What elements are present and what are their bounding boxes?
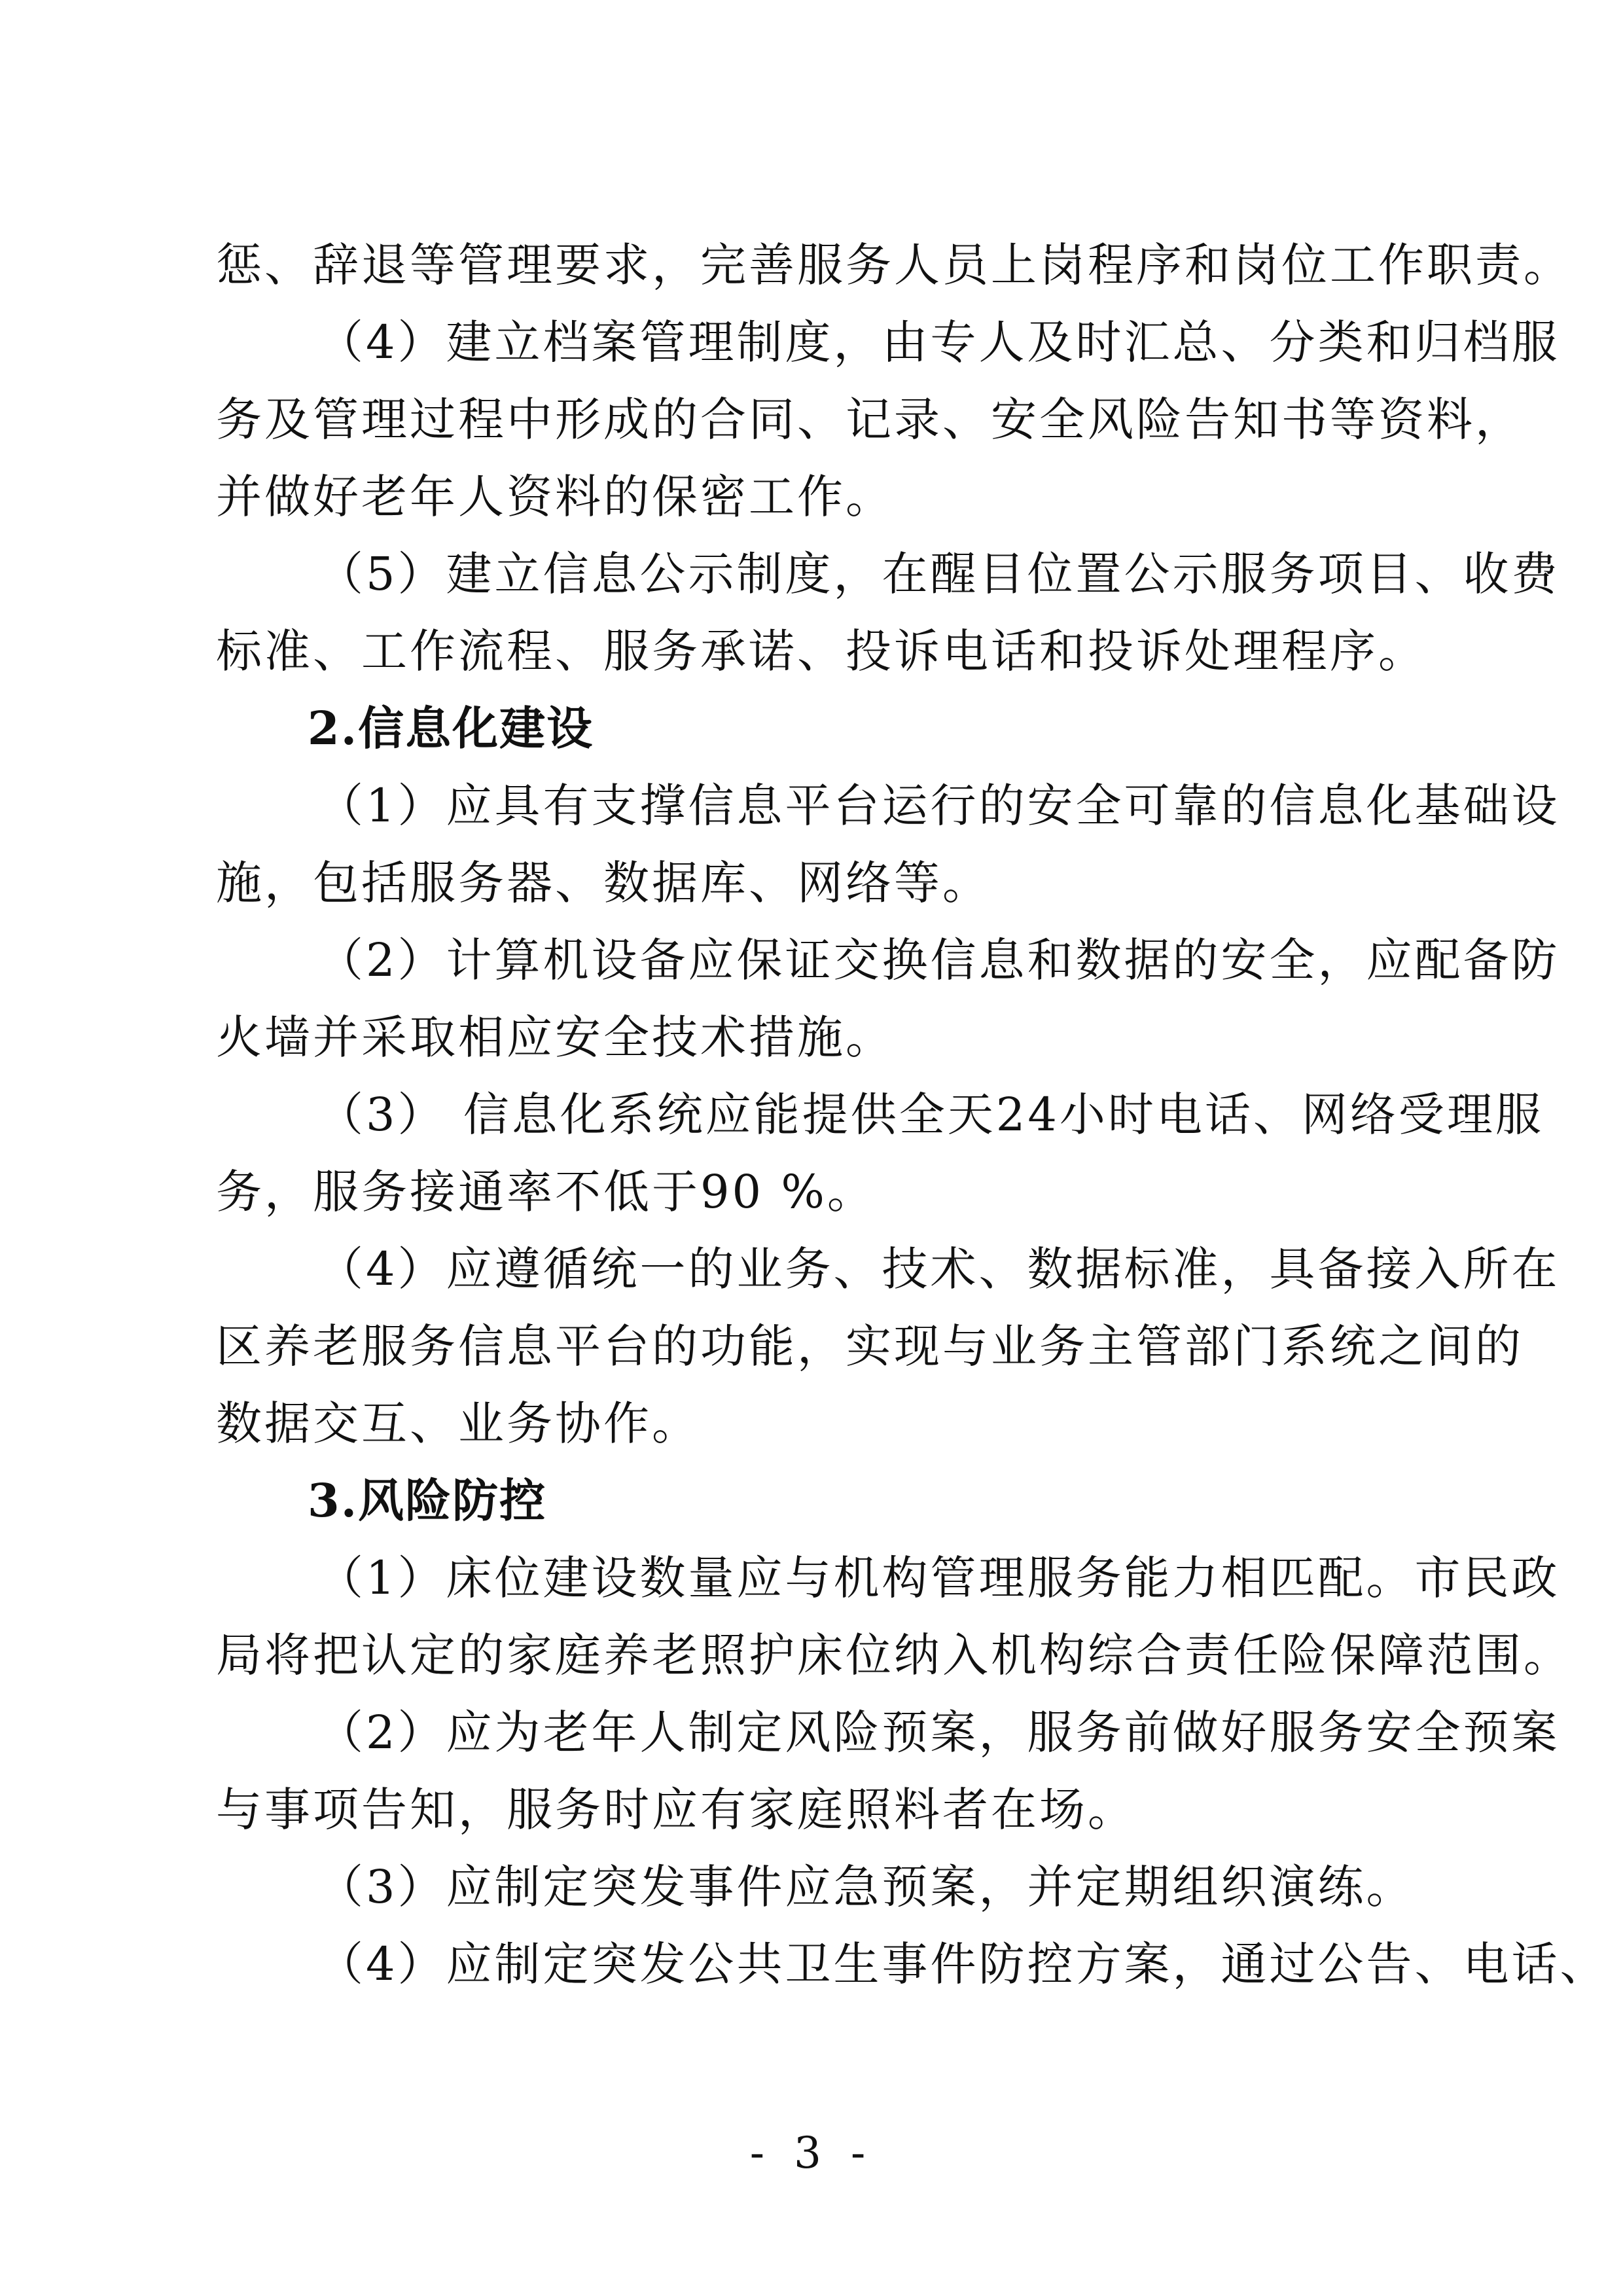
body-text-line: 标准、工作流程、服务承诺、投诉电话和投诉处理程序。 bbox=[216, 624, 1427, 678]
section-heading: 3.风险防控 bbox=[308, 1473, 547, 1528]
body-text-line: 区养老服务信息平台的功能，实现与业务主管部门系统之间的 bbox=[216, 1319, 1524, 1373]
body-text-line: 局将把认定的家庭养老照护床位纳入机构综合责任险保障范围。 bbox=[216, 1628, 1572, 1682]
body-text-line: （2）计算机设备应保证交换信息和数据的安全，应配备防 bbox=[317, 933, 1560, 987]
body-text-line: （2）应为老年人制定风险预案，服务前做好服务安全预案 bbox=[317, 1706, 1560, 1759]
section-heading: 2.信息化建设 bbox=[308, 701, 594, 755]
body-text-line: （4）应制定突发公共卫生事件防控方案，通过公告、电话、 bbox=[317, 1937, 1609, 1991]
body-text-line: （1）床位建设数量应与机构管理服务能力相匹配。市民政 bbox=[317, 1551, 1560, 1605]
body-text-line: （4）建立档案管理制度，由专人及时汇总、分类和归档服 bbox=[317, 315, 1560, 369]
body-text-line: 施，包括服务器、数据库、网络等。 bbox=[216, 856, 991, 910]
body-text-line: （3）应制定突发事件应急预案，并定期组织演练。 bbox=[317, 1860, 1415, 1914]
body-text-line: （4）应遵循统一的业务、技术、数据标准，具备接入所在 bbox=[317, 1242, 1560, 1296]
body-text-line: 数据交互、业务协作。 bbox=[216, 1397, 700, 1450]
body-text-line: 与事项告知，服务时应有家庭照料者在场。 bbox=[216, 1783, 1136, 1837]
body-text-line: 务及管理过程中形成的合同、记录、安全风险告知书等资料， bbox=[216, 393, 1524, 446]
body-text-line: 火墙并采取相应安全技术措施。 bbox=[216, 1011, 894, 1064]
body-text-line: （3） 信息化系统应能提供全天24小时电话、网络受理服 bbox=[317, 1088, 1544, 1141]
body-text-line: 惩、辞退等管理要求，完善服务人员上岗程序和岗位工作职责。 bbox=[216, 238, 1572, 292]
body-text-line: 并做好老年人资料的保密工作。 bbox=[216, 470, 894, 524]
body-text-line: （1）应具有支撑信息平台运行的安全可靠的信息化基础设 bbox=[317, 779, 1560, 833]
body-text-line: 务，服务接通率不低于90 %。 bbox=[216, 1165, 876, 1219]
page-number: - 3 - bbox=[749, 2128, 874, 2178]
body-text-line: （5）建立信息公示制度，在醒目位置公示服务项目、收费 bbox=[317, 547, 1560, 601]
